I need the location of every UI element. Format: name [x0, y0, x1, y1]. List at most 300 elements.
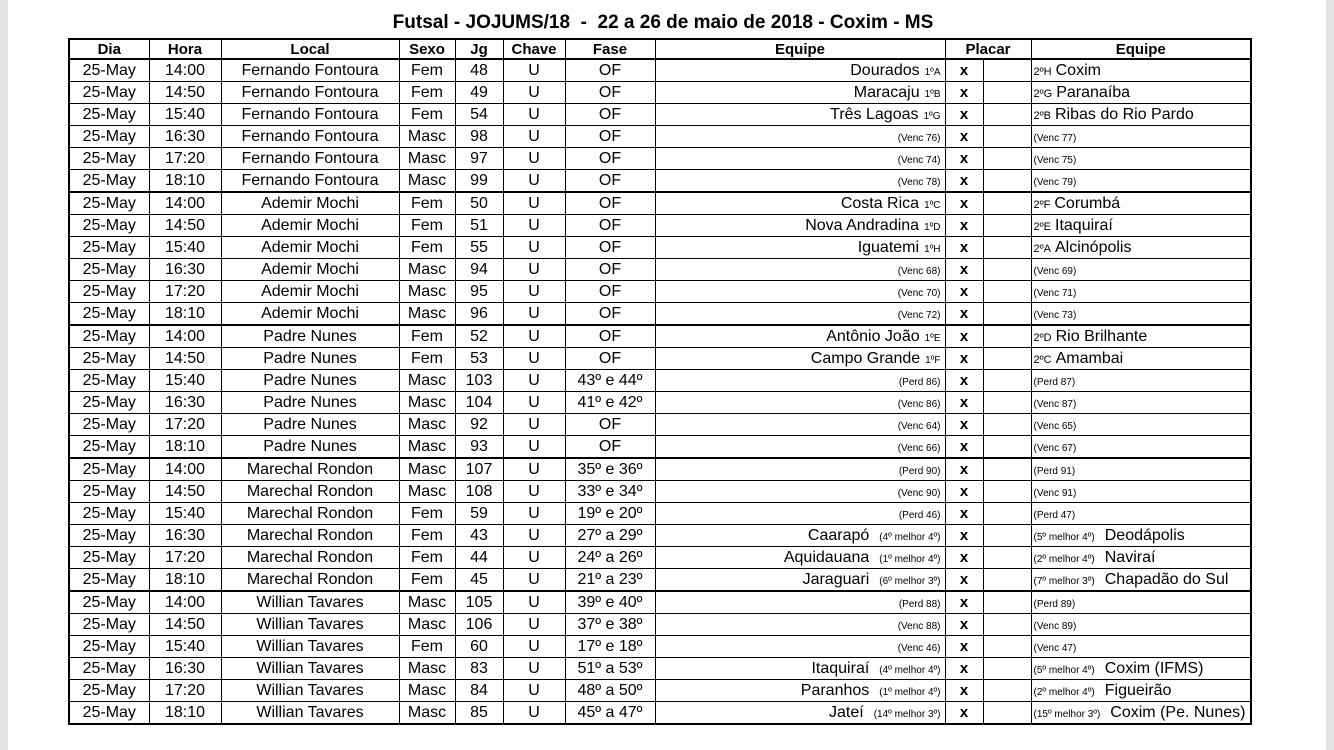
- cell-jg: 85: [455, 702, 503, 725]
- cell-jg: 59: [455, 503, 503, 525]
- away-qualifier: (5º melhor 4º): [1033, 664, 1095, 676]
- cell-fase: 35º e 36º: [565, 458, 655, 481]
- home-team-name: Caarapó: [807, 526, 870, 544]
- table-row: [69, 569, 1251, 592]
- cell-home-team: [655, 281, 945, 303]
- table-row: [69, 82, 1251, 104]
- cell-home-team: [655, 481, 945, 503]
- away-team-name: Amambai: [1055, 349, 1124, 367]
- cell-chave: U: [503, 104, 565, 126]
- cell-fase: OF: [565, 215, 655, 237]
- cell-local: Fernando Fontoura: [221, 148, 399, 170]
- cell-jg: 92: [455, 414, 503, 436]
- cell-dia: 25-May: [69, 259, 149, 281]
- away-team-name: Rio Brilhante: [1055, 327, 1148, 345]
- cell-fase: OF: [565, 104, 655, 126]
- away-ref: (Venc 65): [1033, 420, 1077, 432]
- cell-dia: 25-May: [69, 237, 149, 259]
- cell-score-mark: x: [945, 259, 983, 281]
- cell-dia: 25-May: [69, 325, 149, 348]
- table-row: [69, 192, 1251, 215]
- cell-local: Padre Nunes: [221, 325, 399, 348]
- home-rank: 1ºC: [924, 199, 941, 211]
- cell-sexo: Masc: [399, 614, 455, 636]
- cell-jg: 44: [455, 547, 503, 569]
- cell-dia: 25-May: [69, 392, 149, 414]
- cell-jg: 53: [455, 348, 503, 370]
- cell-score-empty: [983, 348, 1031, 370]
- cell-fase: 21º a 23º: [565, 569, 655, 592]
- cell-score-mark: x: [945, 126, 983, 148]
- cell-dia: 25-May: [69, 658, 149, 680]
- cell-jg: 55: [455, 237, 503, 259]
- cell-local: Marechal Rondon: [221, 458, 399, 481]
- cell-score-empty: [983, 370, 1031, 392]
- cell-away-team: [1031, 325, 1251, 348]
- table-row: [69, 170, 1251, 193]
- cell-away-team: [1031, 636, 1251, 658]
- cell-local: Padre Nunes: [221, 436, 399, 459]
- cell-score-mark: x: [945, 104, 983, 126]
- cell-chave: U: [503, 215, 565, 237]
- cell-score-mark: x: [945, 547, 983, 569]
- cell-score-mark: x: [945, 481, 983, 503]
- cell-jg: 98: [455, 126, 503, 148]
- cell-chave: U: [503, 392, 565, 414]
- cell-local: Willian Tavares: [221, 636, 399, 658]
- cell-fase: OF: [565, 259, 655, 281]
- cell-hora: 16:30: [149, 658, 221, 680]
- away-rank: 2ºA: [1033, 242, 1051, 255]
- table-row: [69, 237, 1251, 259]
- cell-local: Willian Tavares: [221, 680, 399, 702]
- cell-local: Marechal Rondon: [221, 547, 399, 569]
- cell-fase: 33º e 34º: [565, 481, 655, 503]
- cell-home-team: [655, 237, 945, 259]
- cell-sexo: Masc: [399, 259, 455, 281]
- cell-score-empty: [983, 237, 1031, 259]
- home-qualifier: (1º melhor 4º): [879, 553, 941, 565]
- cell-away-team: [1031, 525, 1251, 547]
- cell-score-mark: x: [945, 414, 983, 436]
- cell-score-empty: [983, 658, 1031, 680]
- cell-sexo: Fem: [399, 348, 455, 370]
- cell-jg: 95: [455, 281, 503, 303]
- away-rank: 2ºB: [1033, 109, 1051, 122]
- cell-hora: 15:40: [149, 237, 221, 259]
- cell-jg: 54: [455, 104, 503, 126]
- cell-jg: 45: [455, 569, 503, 592]
- cell-fase: 27º a 29º: [565, 525, 655, 547]
- cell-dia: 25-May: [69, 82, 149, 104]
- table-row: [69, 215, 1251, 237]
- cell-sexo: Masc: [399, 591, 455, 614]
- col-header-sexo: Sexo: [399, 39, 455, 59]
- table-row: [69, 126, 1251, 148]
- cell-chave: U: [503, 82, 565, 104]
- home-team-name: Dourados: [850, 61, 920, 79]
- away-rank: 2ºC: [1033, 353, 1052, 366]
- table-row: [69, 680, 1251, 702]
- cell-local: Ademir Mochi: [221, 192, 399, 215]
- cell-sexo: Masc: [399, 414, 455, 436]
- cell-fase: OF: [565, 170, 655, 193]
- cell-jg: 84: [455, 680, 503, 702]
- cell-score-mark: x: [945, 591, 983, 614]
- cell-fase: OF: [565, 303, 655, 326]
- cell-chave: U: [503, 148, 565, 170]
- cell-sexo: Fem: [399, 569, 455, 592]
- cell-chave: U: [503, 569, 565, 592]
- cell-chave: U: [503, 126, 565, 148]
- cell-hora: 17:20: [149, 281, 221, 303]
- cell-home-team: [655, 215, 945, 237]
- cell-dia: 25-May: [69, 215, 149, 237]
- cell-home-team: [655, 525, 945, 547]
- cell-dia: 25-May: [69, 458, 149, 481]
- cell-hora: 14:00: [149, 59, 221, 82]
- cell-score-mark: x: [945, 636, 983, 658]
- cell-jg: 93: [455, 436, 503, 459]
- home-team-name: Campo Grande: [810, 349, 921, 367]
- cell-away-team: [1031, 170, 1251, 193]
- away-rank: 2ºE: [1033, 220, 1051, 233]
- away-ref: (Perd 47): [1033, 509, 1076, 521]
- cell-fase: OF: [565, 414, 655, 436]
- cell-hora: 16:30: [149, 392, 221, 414]
- cell-fase: 39º e 40º: [565, 591, 655, 614]
- cell-local: Fernando Fontoura: [221, 126, 399, 148]
- cell-local: Marechal Rondon: [221, 569, 399, 592]
- away-ref: (Venc 47): [1033, 642, 1077, 654]
- cell-hora: 17:20: [149, 547, 221, 569]
- away-rank: 2ºD: [1033, 331, 1052, 344]
- cell-chave: U: [503, 281, 565, 303]
- cell-local: Fernando Fontoura: [221, 82, 399, 104]
- cell-score-mark: x: [945, 303, 983, 326]
- cell-away-team: [1031, 126, 1251, 148]
- cell-home-team: [655, 325, 945, 348]
- home-ref: (Perd 88): [898, 598, 941, 610]
- away-ref: (Perd 89): [1033, 598, 1076, 610]
- cell-away-team: [1031, 192, 1251, 215]
- cell-away-team: [1031, 458, 1251, 481]
- cell-score-empty: [983, 259, 1031, 281]
- away-rank: 2ºF: [1033, 198, 1051, 211]
- home-team-name: Costa Rica: [840, 194, 920, 212]
- cell-local: Padre Nunes: [221, 370, 399, 392]
- home-ref: (Perd 86): [898, 376, 941, 388]
- cell-chave: U: [503, 237, 565, 259]
- cell-chave: U: [503, 303, 565, 326]
- table-row: [69, 591, 1251, 614]
- home-qualifier: (14º melhor 3º): [873, 708, 941, 720]
- cell-away-team: [1031, 215, 1251, 237]
- cell-dia: 25-May: [69, 591, 149, 614]
- home-ref: (Venc 46): [897, 642, 941, 654]
- cell-hora: 15:40: [149, 370, 221, 392]
- cell-score-empty: [983, 392, 1031, 414]
- cell-dia: 25-May: [69, 281, 149, 303]
- col-header-equipe-home: Equipe: [655, 39, 945, 59]
- cell-sexo: Fem: [399, 104, 455, 126]
- cell-chave: U: [503, 702, 565, 725]
- cell-fase: OF: [565, 148, 655, 170]
- home-ref: (Venc 88): [897, 620, 941, 632]
- cell-sexo: Fem: [399, 547, 455, 569]
- cell-away-team: [1031, 547, 1251, 569]
- cell-dia: 25-May: [69, 192, 149, 215]
- table-row: [69, 303, 1251, 326]
- away-team-name: Coxim: [1055, 61, 1101, 79]
- cell-jg: 104: [455, 392, 503, 414]
- cell-jg: 51: [455, 215, 503, 237]
- table-row: [69, 281, 1251, 303]
- cell-fase: OF: [565, 281, 655, 303]
- cell-score-empty: [983, 148, 1031, 170]
- cell-local: Willian Tavares: [221, 702, 399, 725]
- cell-fase: 24º a 26º: [565, 547, 655, 569]
- cell-chave: U: [503, 591, 565, 614]
- cell-dia: 25-May: [69, 59, 149, 82]
- cell-away-team: [1031, 614, 1251, 636]
- col-header-hora: Hora: [149, 39, 221, 59]
- cell-away-team: [1031, 148, 1251, 170]
- cell-hora: 16:30: [149, 259, 221, 281]
- cell-hora: 17:20: [149, 414, 221, 436]
- cell-away-team: [1031, 237, 1251, 259]
- cell-sexo: Masc: [399, 458, 455, 481]
- cell-home-team: [655, 458, 945, 481]
- cell-sexo: Masc: [399, 126, 455, 148]
- home-rank: 1ºB: [924, 88, 941, 100]
- cell-fase: 45º a 47º: [565, 702, 655, 725]
- cell-chave: U: [503, 325, 565, 348]
- cell-hora: 18:10: [149, 303, 221, 326]
- cell-sexo: Fem: [399, 215, 455, 237]
- cell-sexo: Fem: [399, 59, 455, 82]
- table-row: [69, 702, 1251, 725]
- cell-away-team: [1031, 259, 1251, 281]
- cell-jg: 49: [455, 82, 503, 104]
- cell-hora: 14:50: [149, 481, 221, 503]
- cell-dia: 25-May: [69, 702, 149, 725]
- cell-local: Ademir Mochi: [221, 303, 399, 326]
- cell-sexo: Fem: [399, 325, 455, 348]
- cell-home-team: [655, 104, 945, 126]
- cell-local: Willian Tavares: [221, 614, 399, 636]
- cell-chave: U: [503, 636, 565, 658]
- cell-local: Fernando Fontoura: [221, 104, 399, 126]
- document-title: Futsal - JOJUMS/18 - 22 a 26 de maio de 2018 - Coxim - MS: [392, 12, 934, 33]
- cell-score-mark: x: [945, 148, 983, 170]
- cell-hora: 17:20: [149, 148, 221, 170]
- cell-local: Willian Tavares: [221, 658, 399, 680]
- cell-fase: 51º a 53º: [565, 658, 655, 680]
- cell-fase: 19º e 20º: [565, 503, 655, 525]
- cell-score-mark: x: [945, 370, 983, 392]
- away-team-name: Corumbá: [1054, 194, 1121, 212]
- cell-sexo: Masc: [399, 303, 455, 326]
- away-ref: (Venc 75): [1033, 154, 1077, 166]
- away-rank: 2ºG: [1033, 87, 1053, 100]
- cell-score-empty: [983, 281, 1031, 303]
- cell-away-team: [1031, 503, 1251, 525]
- schedule-table: [68, 38, 1252, 725]
- cell-home-team: [655, 569, 945, 592]
- cell-hora: 15:40: [149, 104, 221, 126]
- cell-dia: 25-May: [69, 525, 149, 547]
- table-row: [69, 525, 1251, 547]
- cell-fase: OF: [565, 436, 655, 459]
- cell-fase: OF: [565, 59, 655, 82]
- table-row: [69, 436, 1251, 459]
- table-row: [69, 392, 1251, 414]
- cell-fase: OF: [565, 126, 655, 148]
- away-qualifier: (5º melhor 4º): [1033, 531, 1095, 543]
- cell-score-mark: x: [945, 458, 983, 481]
- home-rank: 1ºF: [925, 354, 941, 366]
- cell-sexo: Masc: [399, 436, 455, 459]
- home-team-name: Nova Andradina: [805, 216, 920, 234]
- home-qualifier: (4º melhor 4º): [879, 664, 941, 676]
- cell-away-team: [1031, 59, 1251, 82]
- cell-hora: 14:50: [149, 215, 221, 237]
- home-team-name: Aquidauana: [783, 548, 870, 566]
- cell-fase: OF: [565, 82, 655, 104]
- cell-home-team: [655, 370, 945, 392]
- cell-local: Padre Nunes: [221, 414, 399, 436]
- document-page: [8, 0, 1326, 750]
- col-header-local: Local: [221, 39, 399, 59]
- cell-chave: U: [503, 259, 565, 281]
- cell-score-empty: [983, 436, 1031, 459]
- cell-score-mark: x: [945, 215, 983, 237]
- cell-chave: U: [503, 658, 565, 680]
- cell-dia: 25-May: [69, 170, 149, 193]
- away-team-name: Paranaíba: [1056, 83, 1131, 101]
- cell-hora: 14:00: [149, 192, 221, 215]
- cell-fase: 48º a 50º: [565, 680, 655, 702]
- away-ref: (Perd 87): [1033, 376, 1076, 388]
- home-rank: 1ºD: [924, 221, 941, 233]
- cell-score-empty: [983, 126, 1031, 148]
- away-qualifier: (2º melhor 4º): [1033, 553, 1095, 565]
- away-team-name: Alcinópolis: [1055, 238, 1132, 256]
- cell-dia: 25-May: [69, 481, 149, 503]
- away-team-name: Naviraí: [1104, 548, 1156, 566]
- col-header-dia: Dia: [69, 39, 149, 59]
- table-row: [69, 259, 1251, 281]
- cell-hora: 14:50: [149, 614, 221, 636]
- cell-score-empty: [983, 325, 1031, 348]
- cell-jg: 108: [455, 481, 503, 503]
- away-team-name: Coxim (IFMS): [1104, 659, 1204, 677]
- cell-home-team: [655, 82, 945, 104]
- cell-score-empty: [983, 614, 1031, 636]
- cell-fase: 37º e 38º: [565, 614, 655, 636]
- home-team-name: Maracaju: [853, 83, 920, 101]
- cell-dia: 25-May: [69, 370, 149, 392]
- cell-jg: 60: [455, 636, 503, 658]
- away-ref: (Perd 91): [1033, 465, 1076, 477]
- cell-dia: 25-May: [69, 503, 149, 525]
- home-ref: (Venc 90): [897, 487, 941, 499]
- cell-away-team: [1031, 370, 1251, 392]
- cell-home-team: [655, 436, 945, 459]
- cell-jg: 96: [455, 303, 503, 326]
- cell-home-team: [655, 414, 945, 436]
- home-team-name: Paranhos: [800, 681, 870, 699]
- cell-away-team: [1031, 104, 1251, 126]
- cell-score-empty: [983, 414, 1031, 436]
- cell-away-team: [1031, 569, 1251, 592]
- cell-score-mark: x: [945, 281, 983, 303]
- table-row: [69, 481, 1251, 503]
- cell-local: Ademir Mochi: [221, 237, 399, 259]
- cell-chave: U: [503, 414, 565, 436]
- cell-dia: 25-May: [69, 104, 149, 126]
- cell-jg: 94: [455, 259, 503, 281]
- cell-dia: 25-May: [69, 547, 149, 569]
- col-header-equipe-away: Equipe: [1031, 39, 1251, 59]
- cell-sexo: Masc: [399, 281, 455, 303]
- cell-dia: 25-May: [69, 348, 149, 370]
- cell-jg: 99: [455, 170, 503, 193]
- cell-fase: OF: [565, 192, 655, 215]
- cell-score-empty: [983, 503, 1031, 525]
- cell-chave: U: [503, 481, 565, 503]
- home-ref: (Venc 78): [897, 176, 941, 188]
- cell-away-team: [1031, 82, 1251, 104]
- cell-sexo: Fem: [399, 192, 455, 215]
- cell-chave: U: [503, 436, 565, 459]
- cell-chave: U: [503, 458, 565, 481]
- cell-jg: 50: [455, 192, 503, 215]
- cell-home-team: [655, 259, 945, 281]
- cell-home-team: [655, 658, 945, 680]
- cell-chave: U: [503, 547, 565, 569]
- cell-sexo: Masc: [399, 658, 455, 680]
- cell-home-team: [655, 547, 945, 569]
- cell-home-team: [655, 591, 945, 614]
- table-row: [69, 636, 1251, 658]
- cell-home-team: [655, 126, 945, 148]
- table-row: [69, 414, 1251, 436]
- cell-score-empty: [983, 591, 1031, 614]
- cell-jg: 48: [455, 59, 503, 82]
- away-ref: (Venc 87): [1033, 398, 1077, 410]
- cell-score-mark: x: [945, 170, 983, 193]
- cell-dia: 25-May: [69, 636, 149, 658]
- home-ref: (Venc 68): [897, 265, 941, 277]
- table-row: [69, 104, 1251, 126]
- cell-chave: U: [503, 348, 565, 370]
- cell-score-empty: [983, 680, 1031, 702]
- cell-score-mark: x: [945, 658, 983, 680]
- cell-score-mark: x: [945, 436, 983, 459]
- cell-local: Marechal Rondon: [221, 503, 399, 525]
- cell-score-empty: [983, 192, 1031, 215]
- away-ref: (Venc 89): [1033, 620, 1077, 632]
- cell-jg: 52: [455, 325, 503, 348]
- cell-score-empty: [983, 636, 1031, 658]
- cell-sexo: Fem: [399, 503, 455, 525]
- cell-score-mark: x: [945, 392, 983, 414]
- table-row: [69, 348, 1251, 370]
- home-qualifier: (4º melhor 4º): [879, 531, 941, 543]
- cell-score-mark: x: [945, 503, 983, 525]
